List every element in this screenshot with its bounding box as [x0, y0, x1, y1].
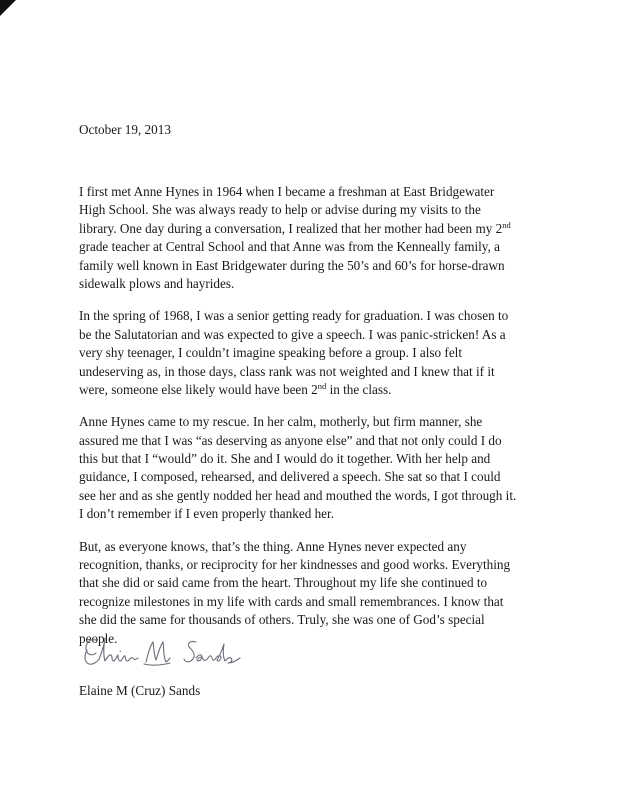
letter-line	[79, 201, 587, 219]
line-text: grade teacher at Central School and that Anne was from the Kenneally family, a	[79, 239, 500, 255]
scan-corner-artifact	[0, 0, 16, 16]
line-text: assured me that I was “as deserving as anyone else” and that not only could I do	[79, 432, 502, 448]
line-text: I don’t remember if I even properly thanked her.	[79, 506, 334, 522]
letter-paragraph	[79, 183, 587, 293]
line-text: Anne Hynes came to my rescue. In her calm, motherly, but firm manner, she	[79, 414, 483, 430]
ordinal-superscript: nd	[502, 219, 511, 230]
letter-line	[79, 593, 587, 611]
letter-line	[79, 326, 587, 344]
line-text: this but that I “would” do it. She and I would do it together. With her help and	[79, 451, 491, 467]
line-text-after: in the class.	[326, 381, 392, 397]
line-text: But, as everyone knows, that’s the thing. Anne Hynes never expected any	[79, 538, 467, 554]
letter-line	[79, 381, 587, 399]
letter-paragraph	[79, 413, 587, 523]
line-text: undeserving as, in those days, class rank was not weighted and I knew that if it	[79, 363, 495, 379]
letter-line	[79, 344, 587, 362]
line-text: she did the same for thousands of others. Truly, she was one of God’s special	[79, 612, 485, 628]
letter-line	[79, 413, 587, 431]
signer-name: Elaine M (Cruz) Sands	[79, 683, 201, 698]
letter-line	[79, 307, 587, 325]
letter-line	[79, 363, 587, 381]
letter-line	[79, 183, 587, 201]
line-text: sidewalk plows and hayrides.	[79, 275, 235, 291]
line-text: that she did or said came from the heart. Throughout my life she continued to	[79, 575, 488, 591]
letter-line	[79, 468, 587, 486]
line-text: I first met Anne Hynes in 1964 when I became a freshman at East Bridgewater	[79, 184, 495, 199]
line-text: recognition, thanks, or reciprocity for her kindnesses and good works. Everything	[79, 557, 511, 573]
line-text: very shy teenager, I couldn’t imagine speaking before a group. I also felt	[79, 345, 462, 361]
letter-line	[79, 574, 587, 592]
letter-line	[79, 220, 587, 238]
letter-line	[79, 432, 587, 450]
line-text: In the spring of 1968, I was a senior getting ready for graduation. I was chosen to	[79, 308, 509, 324]
letter-line	[79, 505, 587, 523]
letter-line	[79, 257, 587, 275]
letter-line	[79, 538, 587, 556]
letter-line	[79, 611, 587, 629]
letter-paragraph	[79, 307, 587, 399]
line-text: be the Salutatorian and was expected to give a speech. I was panic-stricken! As a	[79, 326, 506, 342]
letter-date: October 19, 2013	[79, 122, 171, 137]
letter-body	[79, 183, 587, 662]
letter-line	[79, 275, 587, 293]
line-text: people.	[79, 630, 118, 646]
line-text: recognize milestones in my life with cards and small remembrances. I know that	[79, 593, 504, 609]
letter-line	[79, 450, 587, 468]
line-text: were, someone else likely would have been 2	[79, 381, 318, 397]
ordinal-superscript: nd	[317, 380, 327, 391]
handwritten-signature	[78, 628, 278, 674]
letter-line	[79, 238, 587, 256]
letter-line	[79, 487, 587, 505]
line-text: High School. She was always ready to help or advise during my visits to the	[79, 202, 481, 218]
line-text: library. One day during a conversation, I realized that her mother had been my 2	[79, 220, 503, 236]
line-text: guidance, I composed, rehearsed, and delivered a speech. She sat so that I could	[79, 469, 501, 485]
letter-line	[79, 556, 587, 574]
line-text: family well known in East Bridgewater during the 50’s and 60’s for horse-drawn	[79, 257, 505, 273]
line-text: see her and as she gently nodded her head and mouthed the words, I got through it.	[79, 487, 517, 503]
